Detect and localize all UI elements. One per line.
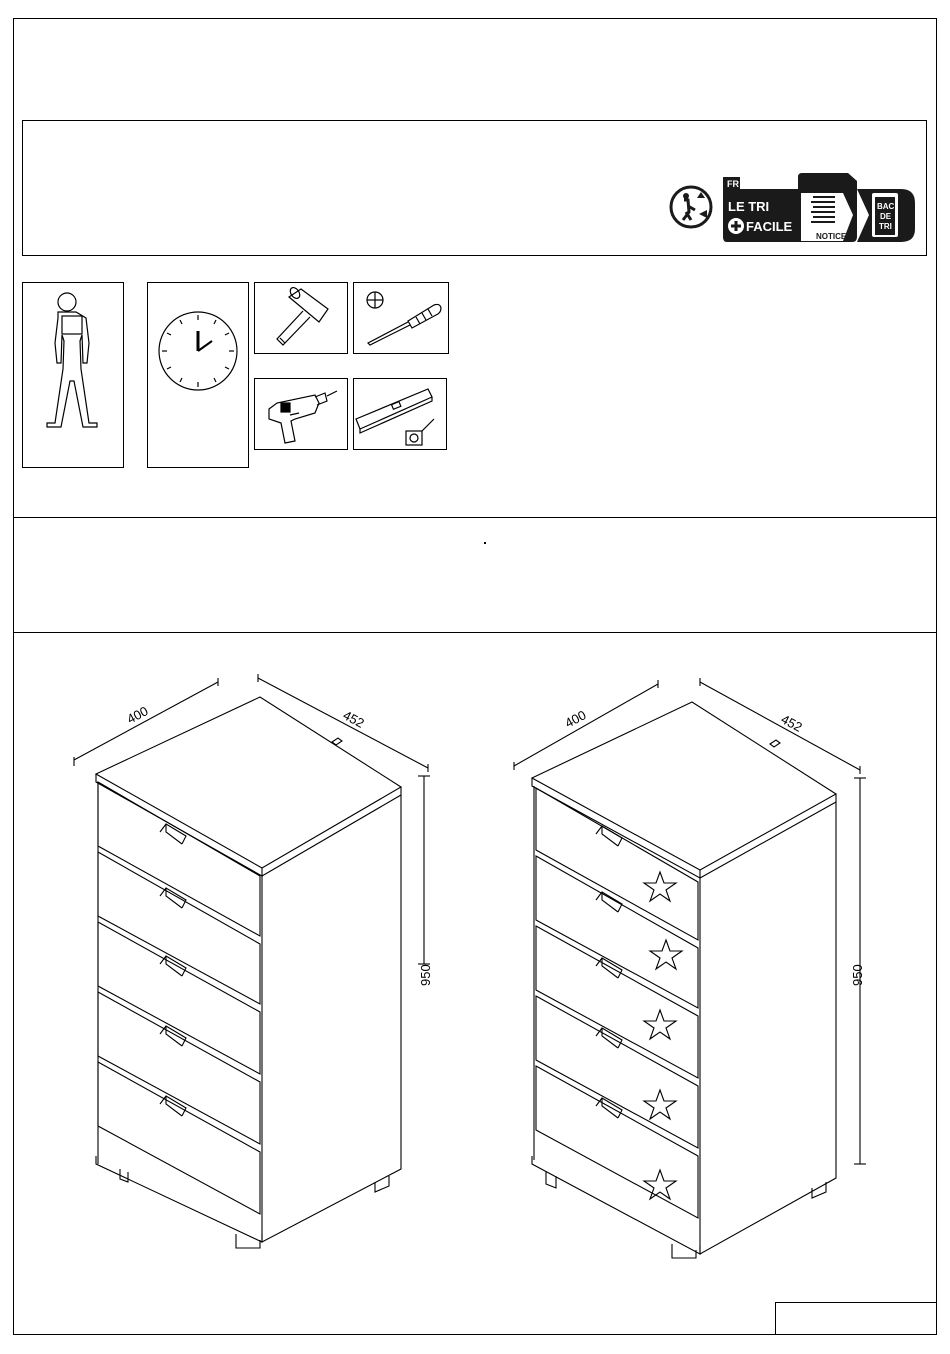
width-dimension-line bbox=[514, 684, 658, 766]
hammer-tile bbox=[254, 282, 348, 354]
dot-mark bbox=[484, 542, 486, 544]
drawer-handle bbox=[596, 958, 622, 978]
drawer-3 bbox=[536, 926, 698, 1078]
chest-drawing-star bbox=[500, 664, 880, 1264]
clock-icon bbox=[148, 283, 250, 469]
drawer-handle bbox=[160, 1096, 186, 1116]
section-divider bbox=[13, 632, 937, 633]
drawer-1 bbox=[98, 782, 260, 936]
person-tile bbox=[22, 282, 124, 468]
chest-side bbox=[262, 795, 401, 1242]
star-icon bbox=[644, 872, 676, 901]
star-icon bbox=[644, 1010, 676, 1039]
drawer-2 bbox=[536, 856, 698, 1008]
le-tri-label: LE TRI bbox=[728, 199, 770, 214]
section-divider bbox=[13, 517, 937, 518]
drawer-4 bbox=[536, 996, 698, 1148]
bin-label-2: DE bbox=[880, 212, 892, 221]
star-icon bbox=[650, 940, 682, 969]
drawer-handle bbox=[160, 824, 186, 844]
drill-tile bbox=[254, 378, 348, 450]
chest-side bbox=[700, 802, 836, 1254]
depth-label: 452 bbox=[778, 711, 805, 735]
person-icon bbox=[23, 283, 125, 469]
triman-icon bbox=[671, 187, 711, 227]
drawer-handle bbox=[160, 888, 186, 908]
drawer-3 bbox=[98, 922, 260, 1074]
footer-box bbox=[775, 1302, 937, 1335]
star-icon bbox=[644, 1090, 676, 1119]
notice-box bbox=[22, 120, 927, 256]
depth-label: 452 bbox=[340, 707, 367, 731]
star-icon bbox=[644, 1170, 676, 1199]
drill-icon bbox=[255, 379, 349, 451]
drawer-handle bbox=[160, 1026, 186, 1046]
notice-label: NOTICE bbox=[816, 232, 847, 241]
depth-dimension-line bbox=[258, 678, 428, 768]
width-label: 400 bbox=[562, 707, 589, 731]
height-label: 950 bbox=[850, 964, 865, 986]
drawer-handle bbox=[596, 1028, 622, 1048]
width-label: 400 bbox=[124, 703, 151, 727]
drawer-handle bbox=[596, 1098, 622, 1118]
level-tile bbox=[353, 378, 447, 450]
drawer-handle bbox=[160, 956, 186, 976]
drawer-handle bbox=[596, 826, 622, 846]
screwdriver-tile bbox=[353, 282, 449, 354]
screwdriver-icon bbox=[354, 283, 450, 355]
drawer-5 bbox=[98, 1062, 260, 1214]
height-label: 950 bbox=[418, 964, 433, 986]
chest-drawing-plain bbox=[60, 664, 440, 1264]
drawer-4 bbox=[98, 992, 260, 1144]
hammer-icon bbox=[255, 283, 349, 355]
facile-label: FACILE bbox=[746, 219, 793, 234]
level-icon bbox=[354, 379, 448, 451]
bin-label-1: BAC bbox=[877, 202, 895, 211]
country-label: FR bbox=[727, 179, 739, 189]
time-tile bbox=[147, 282, 249, 468]
width-dimension-line bbox=[74, 682, 218, 760]
le-tri-facile-badge bbox=[723, 173, 915, 242]
drawer-2 bbox=[98, 852, 260, 1004]
bin-label-3: TRI bbox=[879, 222, 892, 231]
drawer-5 bbox=[536, 1066, 698, 1218]
depth-dimension-line bbox=[700, 682, 860, 770]
